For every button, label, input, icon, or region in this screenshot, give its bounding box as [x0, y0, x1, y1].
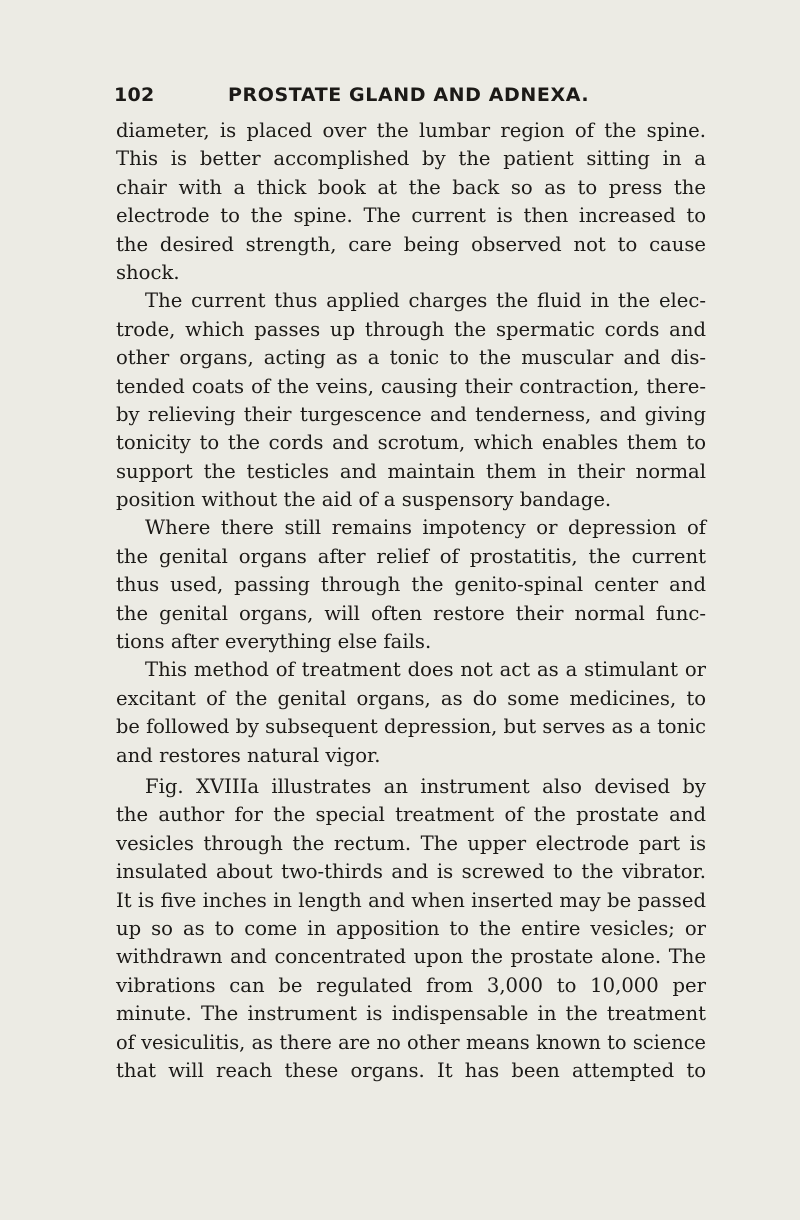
text-line: excitant of the genital organs, as do some medicines, to: [116, 686, 706, 710]
text-line: This is better accomplished by the patient sitting in a: [116, 147, 706, 171]
text-line: Fig. XVIIIa illustrates an instrument also devised by: [145, 774, 706, 798]
text-line: support the testicles and maintain them in their normal: [116, 459, 706, 483]
text-line: This method of treatment does not act as a stimulant or: [145, 658, 706, 682]
text-line: It is five inches in length and when inserted may be passed: [116, 888, 706, 912]
text-line: by relieving their turgescence and tenderness, and giving: [116, 402, 706, 426]
text-line: the genital organs, will often restore their normal func-: [116, 601, 706, 625]
text-line: shock.: [116, 260, 180, 284]
body-text: [116, 117, 706, 1085]
page-number: 102: [114, 84, 155, 106]
text-line: withdrawn and concentrated upon the prostate alone. The: [116, 945, 706, 969]
paragraph: [116, 117, 706, 287]
text-line: and restores natural vigor.: [116, 743, 381, 767]
paragraph: [116, 656, 706, 770]
text-line: vesicles through the rectum. The upper electrode part is: [116, 831, 706, 855]
text-line: the genital organs after relief of prostatitis, the current: [116, 544, 706, 568]
text-line: up so as to come in apposition to the entire vesicles; or: [116, 916, 706, 940]
text-line: insulated about two-thirds and is screwed to the vibrator.: [116, 860, 706, 884]
text-line: vibrations can be regulated from 3,000 to 10,000 per: [116, 973, 706, 997]
text-line: the desired strength, care being observed not to cause: [116, 232, 706, 256]
running-head: [114, 84, 700, 112]
text-line: tended coats of the veins, causing their contraction, there-: [116, 374, 706, 398]
text-line: Where there still remains impotency or depression of: [145, 516, 706, 540]
text-line: thus used, passing through the genito-spinal center and: [116, 573, 706, 597]
paragraph: [116, 514, 706, 656]
text-line: trode, which passes up through the spermatic cords and: [116, 317, 706, 341]
text-line: The current thus applied charges the fluid in the elec-: [145, 289, 706, 313]
text-line: minute. The instrument is indispensable in the treatment: [116, 1002, 706, 1026]
text-line: other organs, acting as a tonic to the muscular and dis-: [116, 346, 706, 370]
text-line: that will reach these organs. It has been attempted to: [116, 1058, 706, 1082]
text-line: tions after everything else fails.: [116, 630, 432, 654]
paragraph: [116, 287, 706, 514]
text-line: tonicity to the cords and scrotum, which enables them to: [116, 431, 706, 455]
text-line: of vesiculitis, as there are no other means known to science: [116, 1030, 706, 1054]
text-line: electrode to the spine. The current is then increased to: [116, 204, 706, 228]
text-line: diameter, is placed over the lumbar region of the spine.: [116, 119, 706, 142]
text-line: position without the aid of a suspensory bandage.: [116, 488, 612, 512]
running-title: PROSTATE GLAND AND ADNEXA.: [228, 84, 590, 106]
text-line: the author for the special treatment of the prostate and: [116, 803, 706, 827]
paragraph: [116, 773, 706, 1085]
text-line: chair with a thick book at the back so as to press the: [116, 175, 706, 199]
text-line: be followed by subsequent depression, but serves as a tonic: [116, 715, 706, 739]
